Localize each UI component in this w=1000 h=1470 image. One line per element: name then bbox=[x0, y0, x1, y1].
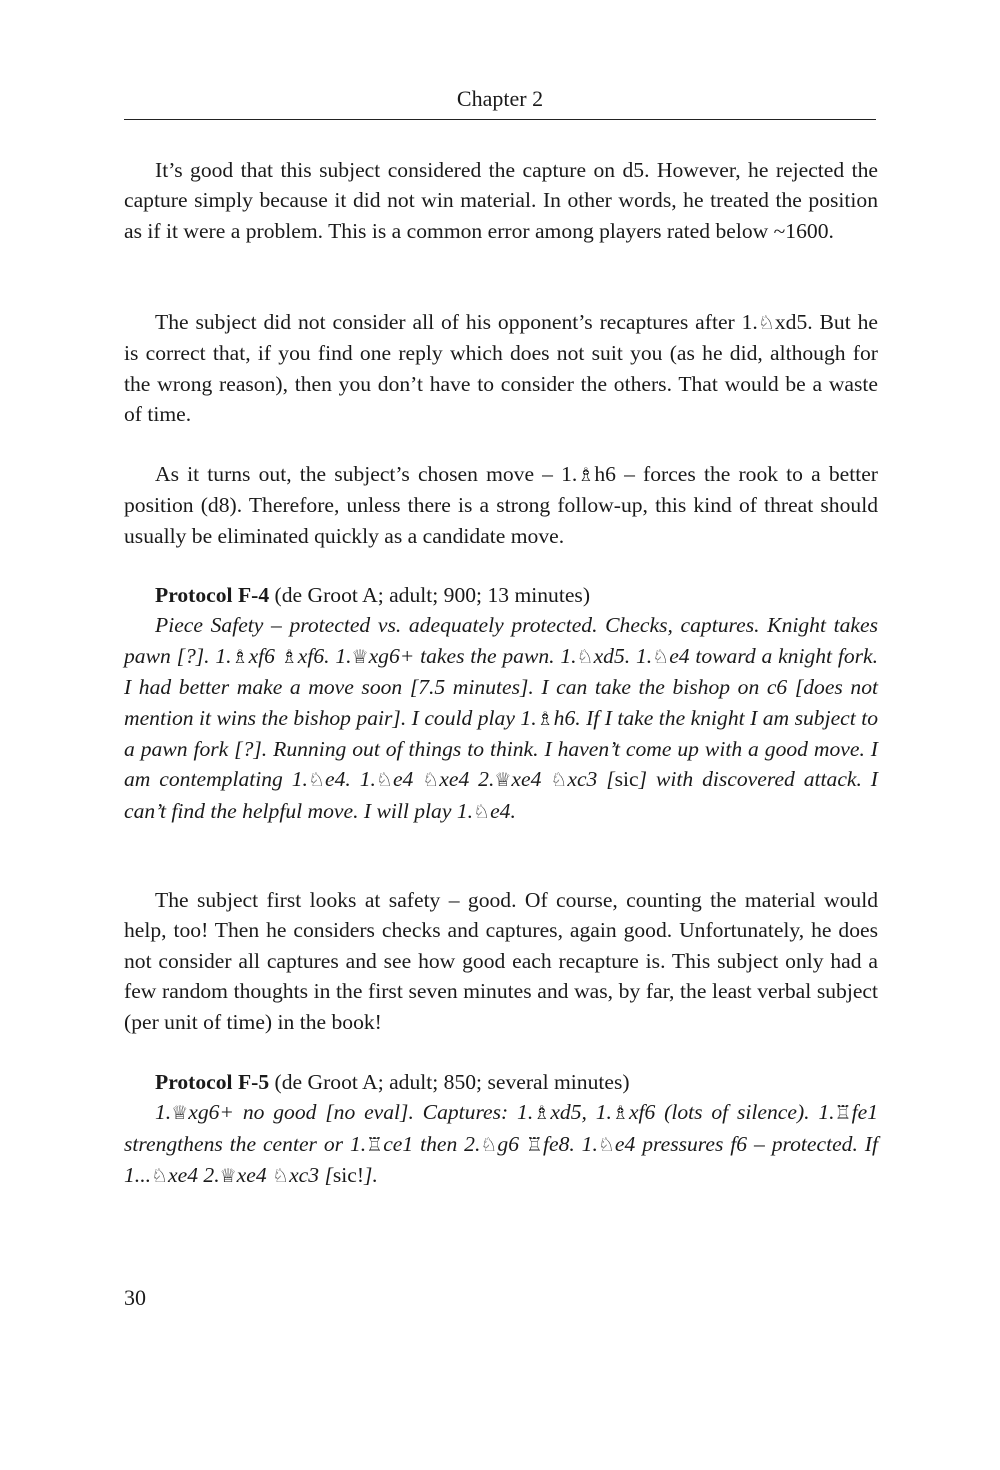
paragraph-1 bbox=[124, 155, 878, 246]
text-run: e4 bbox=[392, 767, 423, 792]
protocol-title: Protocol F-5 bbox=[155, 1070, 270, 1094]
page-number: 30 bbox=[124, 1285, 146, 1310]
sic-note: sic! bbox=[332, 1163, 365, 1188]
text-run: xg6+ takes the pawn. 1. bbox=[368, 643, 577, 668]
knight-icon: ♘ bbox=[422, 769, 440, 792]
protocol-title: Protocol F-4 bbox=[155, 583, 270, 607]
text-run: ce1 then 2. bbox=[383, 1131, 481, 1156]
knight-icon: ♘ bbox=[597, 1133, 615, 1156]
rook-icon: ♖ bbox=[366, 1133, 384, 1156]
knight-icon: ♘ bbox=[151, 1165, 169, 1188]
text-run: h6 – forces the rook to a better position (d8). Therefore, unless there is a strong follow-up, this kind of threat should usually be eliminated quickly as a candidate move. bbox=[124, 462, 878, 548]
bishop-icon: ♗ bbox=[536, 707, 554, 730]
text-run: e4. bbox=[490, 798, 516, 823]
bishop-icon: ♗ bbox=[231, 645, 249, 668]
text-run: fe1 strengthens the center or 1. bbox=[124, 1100, 879, 1156]
bishop-icon: ♗ bbox=[533, 1102, 551, 1125]
paragraph-3 bbox=[124, 459, 878, 551]
text-run: h6. If I take the knight I am subject to a pawn fork [?]. Running out of things to think. I haven’t come up with a good move. I am contemplating 1. bbox=[124, 705, 878, 792]
paragraph-text bbox=[124, 307, 878, 430]
queen-icon: ♕ bbox=[494, 769, 512, 792]
knight-icon: ♘ bbox=[550, 769, 568, 792]
paragraph-text: The subject first looks at safety – good. Of course, counting the material would help, too! Then he considers checks and captures, again good. Unfortunately, he does not consider all captures and see how good each recapture is. This subject only had a few random thoughts in the first seven minutes and was, by far, the least verbal subject (per unit of time) in the book! bbox=[124, 888, 878, 1034]
text-run: xf6 bbox=[248, 643, 281, 668]
protocol-heading bbox=[124, 1067, 878, 1097]
paragraph-text: It’s good that this subject considered the capture on d5. However, he rejected the capture simply because it did not win material. In other words, he treated the position as if it were a problem. This is a common error among players rated below ~1600. bbox=[124, 158, 878, 243]
text-run: xe4 bbox=[511, 767, 551, 792]
text-run: g6 bbox=[497, 1131, 526, 1156]
text-run: e4 toward a knight fork. I had better make a move soon [7.5 minutes]. I can take the bishop on c6 [does not mention it wins the bishop pair]. I could play 1. bbox=[124, 643, 878, 730]
text-run: fe8. 1. bbox=[542, 1131, 598, 1156]
protocol-transcript bbox=[124, 610, 878, 827]
protocol-heading bbox=[124, 580, 878, 610]
text-run: 1. bbox=[155, 1100, 172, 1125]
text-run: xe4 2. bbox=[168, 1163, 220, 1188]
knight-icon: ♘ bbox=[375, 769, 393, 792]
text-run: ]. bbox=[364, 1163, 378, 1188]
protocol-meta: (de Groot A; adult; 850; several minutes) bbox=[269, 1070, 630, 1094]
paragraph-text bbox=[124, 459, 878, 551]
text-run: xe4 bbox=[236, 1163, 273, 1188]
paragraph-2 bbox=[124, 307, 878, 430]
queen-icon: ♕ bbox=[351, 645, 369, 668]
text-run: xd5, 1. bbox=[550, 1100, 612, 1125]
knight-icon: ♘ bbox=[757, 312, 775, 334]
text-run: xc3 [ bbox=[567, 767, 615, 792]
text-run: e4 pressures f6 – protected. If 1... bbox=[124, 1131, 878, 1188]
protocol-f4 bbox=[124, 580, 878, 827]
protocol-transcript bbox=[124, 1097, 878, 1191]
sic-note: sic bbox=[614, 767, 639, 792]
protocol-meta: (de Groot A; adult; 900; 13 minutes) bbox=[269, 583, 591, 607]
text-run: xf6 (lots of silence). 1. bbox=[628, 1100, 835, 1125]
paragraph-4 bbox=[124, 885, 878, 1037]
rook-icon: ♖ bbox=[525, 1133, 543, 1156]
text-run: ] with discovered attack. I can’t find the helpful move. I will play 1. bbox=[124, 767, 878, 823]
text-run: xd5. But he is correct that, if you find one reply which does not suit you (as he did, although for the wrong reason), then you don’t have to consider the others. That would be a waste of time. bbox=[124, 310, 878, 427]
text-run: As it turns out, the subject’s chosen move – 1. bbox=[155, 462, 578, 486]
bishop-icon: ♗ bbox=[577, 464, 595, 486]
text-run: xd5. 1. bbox=[593, 643, 653, 668]
text-run: Piece Safety – protected vs. adequately protected. Checks, captures. Knight takes pawn [?]. 1. bbox=[124, 613, 878, 668]
knight-icon: ♘ bbox=[576, 645, 594, 668]
bishop-icon: ♗ bbox=[611, 1102, 629, 1125]
knight-icon: ♘ bbox=[307, 769, 326, 792]
running-header: Chapter 2 bbox=[456, 86, 544, 111]
queen-icon: ♕ bbox=[219, 1165, 237, 1188]
text-run: xg6+ no good [no eval]. Captures: 1. bbox=[188, 1100, 534, 1125]
knight-icon: ♘ bbox=[473, 800, 491, 823]
bishop-icon: ♗ bbox=[280, 645, 298, 668]
text-run: xc3 [ bbox=[289, 1163, 333, 1188]
knight-icon: ♘ bbox=[272, 1165, 290, 1188]
text-run: The subject did not consider all of his opponent’s recaptures after 1. bbox=[155, 310, 758, 334]
rook-icon: ♖ bbox=[834, 1102, 852, 1125]
knight-icon: ♘ bbox=[480, 1133, 498, 1156]
queen-icon: ♕ bbox=[171, 1102, 189, 1125]
text-run: xe4 2. bbox=[439, 767, 495, 792]
header-rule bbox=[124, 119, 876, 120]
text-run: xf6. 1. bbox=[297, 643, 352, 668]
knight-icon: ♘ bbox=[652, 645, 670, 668]
text-run: e4. 1. bbox=[325, 767, 376, 792]
protocol-f5 bbox=[124, 1067, 878, 1192]
